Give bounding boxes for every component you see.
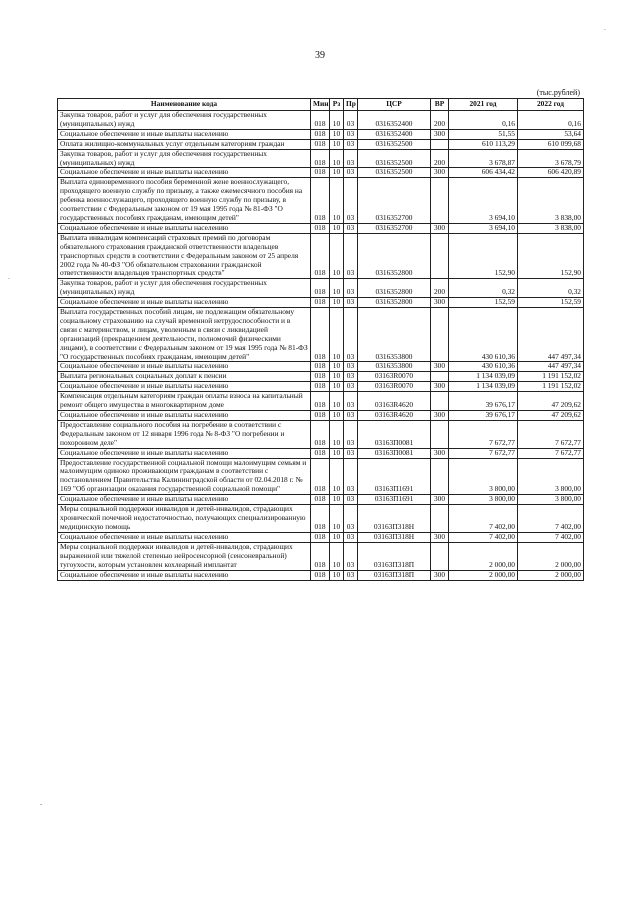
row-min: 018	[311, 178, 330, 224]
row-amount-2022: 152,59	[518, 298, 584, 308]
row-csr: 03163R0070	[358, 382, 431, 392]
units-label: (тыс.рублей)	[536, 88, 580, 97]
row-csr: 0316352400	[358, 129, 431, 139]
table-body	[58, 111, 584, 581]
row-min: 018	[311, 372, 330, 382]
row-amount-2022: 7 402,00	[518, 533, 584, 543]
row-name: Закупка товаров, работ и услуг для обеспечения государственных (муниципальных) нужд	[58, 279, 311, 298]
row-pr: 03	[344, 542, 358, 570]
row-vr	[431, 392, 449, 411]
row-csr: 03163П318Н	[358, 505, 431, 533]
row-amount-2022: 1 191 152,02	[518, 382, 584, 392]
row-pr: 03	[344, 495, 358, 505]
row-amount-2021: 39 676,17	[449, 411, 518, 421]
table-row	[58, 178, 584, 224]
row-amount-2022: 447 497,34	[518, 308, 584, 362]
table-row	[58, 495, 584, 505]
row-name: Закупка товаров, работ и услуг для обеспечения государственных (муниципальных) нужд	[58, 149, 311, 168]
row-name: Социальное обеспечение и иные выплаты населению	[58, 129, 311, 139]
row-min: 018	[311, 411, 330, 421]
row-amount-2022: 3 800,00	[518, 495, 584, 505]
row-rz: 10	[330, 458, 344, 495]
row-min: 018	[311, 308, 330, 362]
row-csr: 03163R0070	[358, 372, 431, 382]
row-amount-2021: 3 678,87	[449, 149, 518, 168]
row-vr	[431, 372, 449, 382]
row-rz: 10	[330, 505, 344, 533]
table-row	[58, 420, 584, 448]
table-row	[58, 298, 584, 308]
row-pr: 03	[344, 279, 358, 298]
row-amount-2021: 606 434,42	[449, 168, 518, 178]
row-pr: 03	[344, 420, 358, 448]
row-vr	[431, 308, 449, 362]
row-vr: 300	[431, 411, 449, 421]
row-name: Предоставление государственной социальной помощи малоимущим семьям и малоимущим одиноко проживающим гражданам в соответствии с постановлением Правительства Калининградской области от 02.04.2018 г. № 169 "Об организации оказания государственной социальной помощи"	[58, 458, 311, 495]
row-csr: 0316352800	[358, 279, 431, 298]
row-vr: 300	[431, 298, 449, 308]
row-amount-2022: 47 209,62	[518, 411, 584, 421]
table-row	[58, 570, 584, 580]
row-csr: 0316353800	[358, 308, 431, 362]
table-row	[58, 542, 584, 570]
row-csr: 0316352500	[358, 168, 431, 178]
row-amount-2022: 1 191 152,02	[518, 372, 584, 382]
table-row	[58, 372, 584, 382]
row-min: 018	[311, 168, 330, 178]
row-rz: 10	[330, 420, 344, 448]
table-row	[58, 392, 584, 411]
header-2022: 2022 год	[518, 99, 584, 111]
row-pr: 03	[344, 362, 358, 372]
row-rz: 10	[330, 570, 344, 580]
row-csr: 03163R4620	[358, 411, 431, 421]
row-vr	[431, 505, 449, 533]
row-min: 018	[311, 392, 330, 411]
row-name: Закупка товаров, работ и услуг для обеспечения государственных (муниципальных) нужд	[58, 111, 311, 130]
row-amount-2022: 2 000,00	[518, 542, 584, 570]
table-row	[58, 111, 584, 130]
row-csr: 03163П318Н	[358, 533, 431, 543]
row-amount-2021: 39 676,17	[449, 392, 518, 411]
row-amount-2021: 3 694,10	[449, 223, 518, 233]
row-vr	[431, 420, 449, 448]
row-vr: 300	[431, 129, 449, 139]
row-rz: 10	[330, 362, 344, 372]
row-min: 018	[311, 129, 330, 139]
row-pr: 03	[344, 448, 358, 458]
row-vr	[431, 233, 449, 279]
row-name: Компенсация отдельным категориям граждан оплаты взноса на капитальный ремонт общего имущества в многоквартирном доме	[58, 392, 311, 411]
row-vr: 200	[431, 149, 449, 168]
row-pr: 03	[344, 308, 358, 362]
header-rz: Рз	[330, 99, 344, 111]
header-min: Мин	[311, 99, 330, 111]
table-row	[58, 308, 584, 362]
row-csr: 0316352500	[358, 139, 431, 149]
scan-mark: .	[8, 273, 10, 281]
row-amount-2022: 0,16	[518, 111, 584, 130]
row-pr: 03	[344, 129, 358, 139]
row-min: 018	[311, 111, 330, 130]
row-amount-2022: 7 672,77	[518, 448, 584, 458]
row-amount-2021: 2 000,00	[449, 542, 518, 570]
row-min: 018	[311, 570, 330, 580]
row-min: 018	[311, 420, 330, 448]
row-min: 018	[311, 362, 330, 372]
table-row	[58, 362, 584, 372]
row-amount-2021: 2 000,00	[449, 570, 518, 580]
row-pr: 03	[344, 223, 358, 233]
row-amount-2021: 3 800,00	[449, 458, 518, 495]
table-row	[58, 129, 584, 139]
row-min: 018	[311, 458, 330, 495]
row-rz: 10	[330, 495, 344, 505]
row-rz: 10	[330, 279, 344, 298]
header-pr: Пр	[344, 99, 358, 111]
header-name: Наименование кода	[58, 99, 311, 111]
row-name: Меры социальной поддержки инвалидов и детей-инвалидов, страдающих хронической почечной недостаточностью, получающих специализированную медицинскую помощь	[58, 505, 311, 533]
row-amount-2022: 606 420,89	[518, 168, 584, 178]
row-rz: 10	[330, 178, 344, 224]
row-rz: 10	[330, 111, 344, 130]
table-row	[58, 168, 584, 178]
table-row	[58, 533, 584, 543]
row-csr: 0316352800	[358, 233, 431, 279]
row-pr: 03	[344, 139, 358, 149]
table-row	[58, 458, 584, 495]
row-min: 018	[311, 533, 330, 543]
row-vr	[431, 178, 449, 224]
row-csr: 0316352800	[358, 298, 431, 308]
table-row	[58, 223, 584, 233]
row-rz: 10	[330, 308, 344, 362]
row-amount-2021: 7 672,77	[449, 448, 518, 458]
row-csr: 03163П0081	[358, 420, 431, 448]
row-min: 018	[311, 495, 330, 505]
row-rz: 10	[330, 129, 344, 139]
table-row	[58, 411, 584, 421]
row-vr: 200	[431, 111, 449, 130]
row-name: Предоставление социального пособия на погребение в соответствии с Федеральным законом от 12 января 1996 года № 8-ФЗ "О погребении и похоронном деле"	[58, 420, 311, 448]
row-amount-2021: 7 402,00	[449, 533, 518, 543]
row-amount-2022: 3 838,00	[518, 178, 584, 224]
row-amount-2021: 610 113,29	[449, 139, 518, 149]
row-pr: 03	[344, 533, 358, 543]
row-amount-2022: 7 672,77	[518, 420, 584, 448]
row-csr: 03163П318П	[358, 570, 431, 580]
row-min: 018	[311, 279, 330, 298]
row-vr: 300	[431, 362, 449, 372]
header-row	[58, 99, 584, 111]
row-amount-2022: 7 402,00	[518, 505, 584, 533]
row-pr: 03	[344, 392, 358, 411]
table-header	[58, 99, 584, 111]
row-pr: 03	[344, 149, 358, 168]
row-amount-2021: 430 610,36	[449, 362, 518, 372]
row-csr: 03163П318П	[358, 542, 431, 570]
row-name: Выплата государственных пособий лицам, не подлежащим обязательному социальному страхованию на случай временной нетрудоспособности и в связи с материнством, и лицам, уволенным в связи с ликвидацией организаций (прекращением деятельности, полномочий физическими лицами), в соответствии с Федеральным законом от 19 мая 1995 года № 81-ФЗ "О государственных пособиях гражданам, имеющим детей"	[58, 308, 311, 362]
row-rz: 10	[330, 149, 344, 168]
table-row	[58, 448, 584, 458]
row-pr: 03	[344, 111, 358, 130]
row-pr: 03	[344, 411, 358, 421]
row-pr: 03	[344, 178, 358, 224]
row-rz: 10	[330, 392, 344, 411]
table-row	[58, 382, 584, 392]
row-amount-2021: 152,59	[449, 298, 518, 308]
row-name: Социальное обеспечение и иные выплаты населению	[58, 298, 311, 308]
row-name: Оплата жилищно-коммунальных услуг отдельным категориям граждан	[58, 139, 311, 149]
row-name: Социальное обеспечение и иные выплаты населению	[58, 570, 311, 580]
row-rz: 10	[330, 168, 344, 178]
row-rz: 10	[330, 139, 344, 149]
row-rz: 10	[330, 372, 344, 382]
row-rz: 10	[330, 448, 344, 458]
row-min: 018	[311, 448, 330, 458]
row-amount-2022: 3 800,00	[518, 458, 584, 495]
row-csr: 03163R4620	[358, 392, 431, 411]
row-vr	[431, 458, 449, 495]
row-vr: 300	[431, 570, 449, 580]
row-amount-2022: 152,90	[518, 233, 584, 279]
row-rz: 10	[330, 298, 344, 308]
row-amount-2022: 0,32	[518, 279, 584, 298]
page-number: 39	[315, 50, 325, 61]
row-amount-2021: 3 694,10	[449, 178, 518, 224]
row-csr: 0316353800	[358, 362, 431, 372]
row-name: Социальное обеспечение и иные выплаты населению	[58, 495, 311, 505]
row-name: Социальное обеспечение и иные выплаты населению	[58, 533, 311, 543]
row-vr: 300	[431, 495, 449, 505]
row-rz: 10	[330, 411, 344, 421]
row-amount-2022: 610 099,68	[518, 139, 584, 149]
row-name: Социальное обеспечение и иные выплаты населению	[58, 223, 311, 233]
row-pr: 03	[344, 298, 358, 308]
row-vr: 300	[431, 168, 449, 178]
row-min: 018	[311, 382, 330, 392]
row-name: Выплата единовременного пособия беременной жене военнослужащего, проходящего военную службу по призыву, а также ежемесячного пособия на ребенка военнослужащего, проходящего военную службу по призыву, в соответствии с Федеральным законом от 19 мая 1995 года № 81-ФЗ "О государственных пособиях гражданам, имеющим детей"	[58, 178, 311, 224]
row-csr: 0316352400	[358, 111, 431, 130]
row-rz: 10	[330, 223, 344, 233]
table-row	[58, 279, 584, 298]
row-amount-2021: 7 402,00	[449, 505, 518, 533]
row-min: 018	[311, 149, 330, 168]
header-csr: ЦСР	[358, 99, 431, 111]
table-row	[58, 149, 584, 168]
row-min: 018	[311, 139, 330, 149]
row-pr: 03	[344, 168, 358, 178]
row-min: 018	[311, 542, 330, 570]
row-name: Выплата региональных социальных доплат к пенсии	[58, 372, 311, 382]
row-name: Социальное обеспечение и иные выплаты населению	[58, 448, 311, 458]
row-amount-2021: 7 672,77	[449, 420, 518, 448]
row-pr: 03	[344, 570, 358, 580]
row-min: 018	[311, 223, 330, 233]
row-csr: 0316352500	[358, 149, 431, 168]
row-vr: 300	[431, 382, 449, 392]
row-min: 018	[311, 233, 330, 279]
header-2021: 2021 год	[449, 99, 518, 111]
row-pr: 03	[344, 458, 358, 495]
row-vr: 300	[431, 223, 449, 233]
row-name: Социальное обеспечение и иные выплаты населению	[58, 362, 311, 372]
row-name: Социальное обеспечение и иные выплаты населению	[58, 382, 311, 392]
row-vr: 300	[431, 533, 449, 543]
row-amount-2021: 0,32	[449, 279, 518, 298]
table-row	[58, 139, 584, 149]
row-amount-2022: 3 838,00	[518, 223, 584, 233]
row-amount-2021: 152,90	[449, 233, 518, 279]
row-pr: 03	[344, 372, 358, 382]
row-amount-2022: 3 678,79	[518, 149, 584, 168]
row-pr: 03	[344, 505, 358, 533]
row-amount-2021: 430 610,36	[449, 308, 518, 362]
table-row	[58, 505, 584, 533]
row-amount-2021: 3 800,00	[449, 495, 518, 505]
row-amount-2022: 2 000,00	[518, 570, 584, 580]
row-csr: 0316352700	[358, 178, 431, 224]
row-rz: 10	[330, 382, 344, 392]
row-rz: 10	[330, 542, 344, 570]
table-row	[58, 233, 584, 279]
row-name: Меры социальной поддержки инвалидов и детей-инвалидов, страдающих выраженной или тяжелой степенью нейросенсорной (сенсоневральной) тугоухости, которым установлен кохлеарный имплантат	[58, 542, 311, 570]
row-vr: 200	[431, 279, 449, 298]
row-pr: 03	[344, 233, 358, 279]
row-min: 018	[311, 298, 330, 308]
row-rz: 10	[330, 233, 344, 279]
scan-mark: -	[40, 800, 43, 808]
row-vr: 300	[431, 448, 449, 458]
scan-mark: .	[604, 24, 606, 32]
row-amount-2022: 447 497,34	[518, 362, 584, 372]
row-amount-2021: 0,16	[449, 111, 518, 130]
row-amount-2021: 1 134 039,09	[449, 372, 518, 382]
row-name: Социальное обеспечение и иные выплаты населению	[58, 168, 311, 178]
row-min: 018	[311, 505, 330, 533]
row-csr: 03163П1691	[358, 458, 431, 495]
row-name: Выплата инвалидам компенсаций страховых премий по договорам обязательного страхования гражданской ответственности владельцев транспортных средств в соответствии с Федеральным законом от 25 апреля 2002 года № 40-ФЗ "Об обязательном страховании гражданской ответственности владельцев транспортных средств"	[58, 233, 311, 279]
row-vr	[431, 139, 449, 149]
row-rz: 10	[330, 533, 344, 543]
row-csr: 03163П0081	[358, 448, 431, 458]
row-amount-2021: 1 134 039,09	[449, 382, 518, 392]
row-csr: 03163П1691	[358, 495, 431, 505]
row-name: Социальное обеспечение и иные выплаты населению	[58, 411, 311, 421]
row-pr: 03	[344, 382, 358, 392]
row-vr	[431, 542, 449, 570]
row-amount-2021: 51,55	[449, 129, 518, 139]
row-amount-2022: 47 209,62	[518, 392, 584, 411]
header-vr: ВР	[431, 99, 449, 111]
row-amount-2022: 53,64	[518, 129, 584, 139]
budget-table	[57, 98, 584, 581]
row-csr: 0316352700	[358, 223, 431, 233]
